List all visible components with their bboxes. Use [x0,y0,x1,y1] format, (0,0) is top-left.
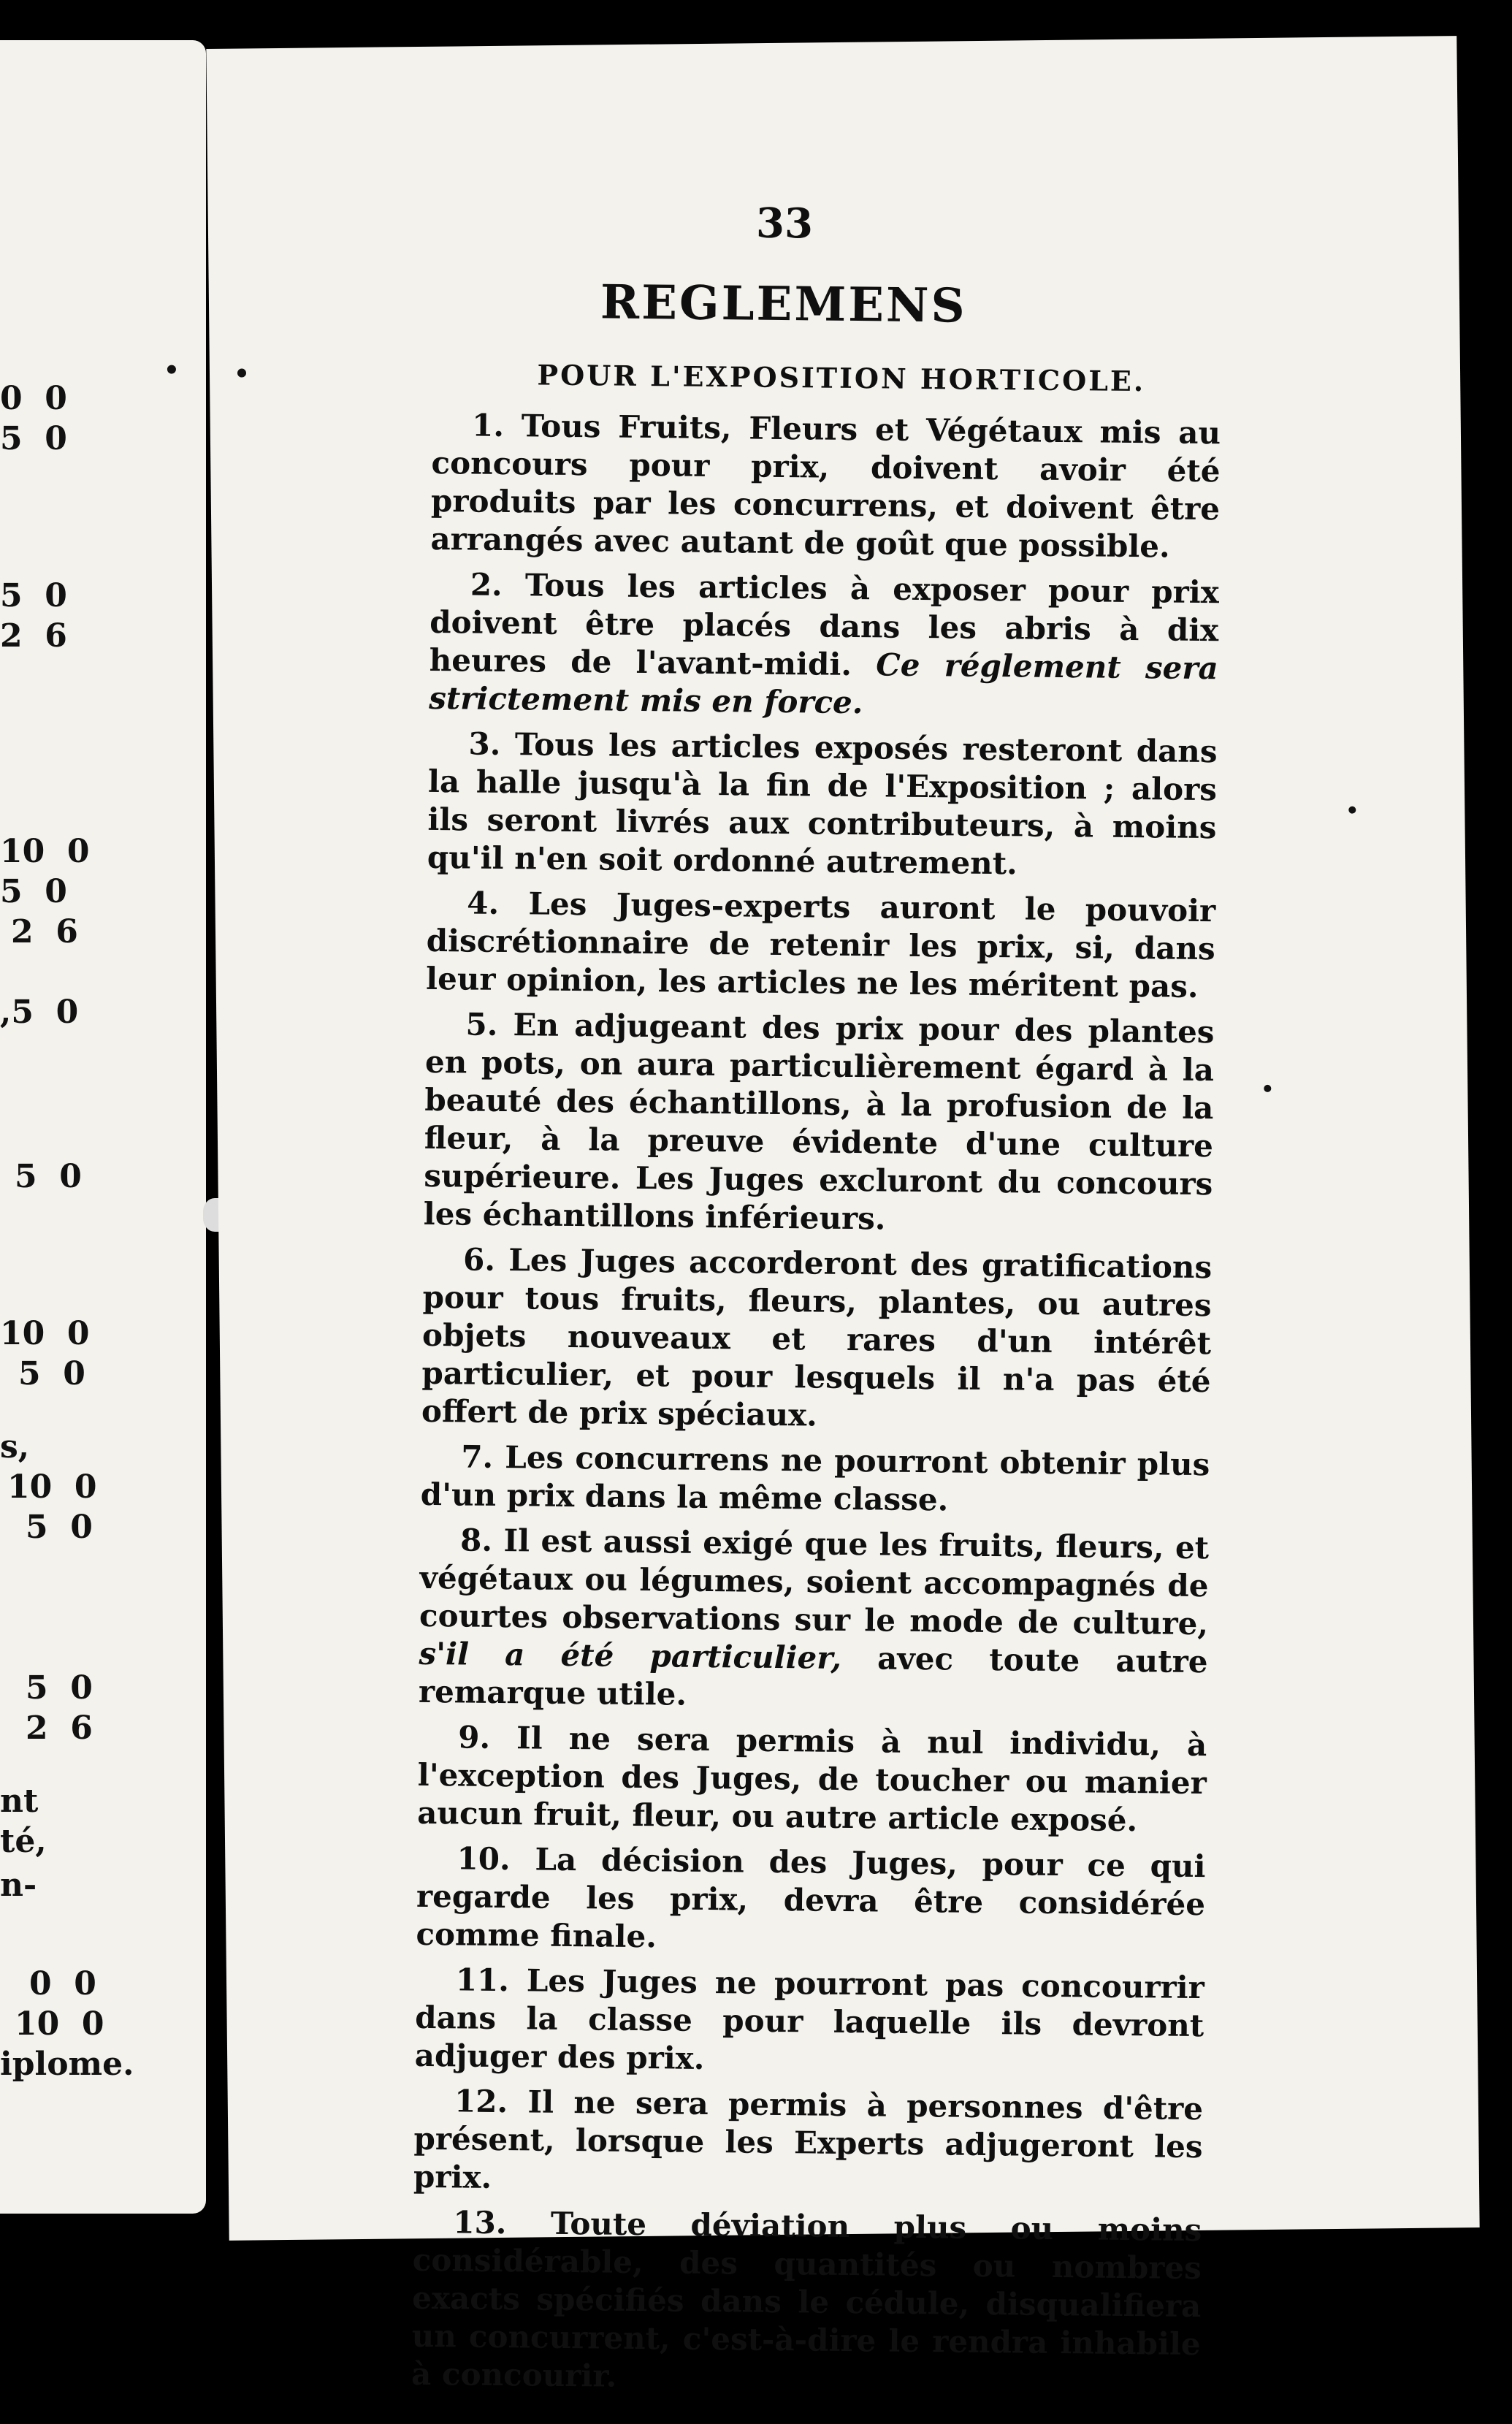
left-fragment: 5 0 [18,1355,85,1392]
rule-paragraph: 7. Les concurrens ne pourront obtenir plus d'un prix dans la même classe. [420,1438,1210,1518]
left-fragment: 5 0 [0,873,67,910]
left-fragment: 10 0 [0,833,90,870]
rule-paragraph: 1. Tous Fruits, Fleurs et Végétaux mis au concours pour prix, doivent avoir été produits par les concurrens, et doivent être arrangés avec autant de goût que possible. [430,407,1221,565]
rule-paragraph: 11. Les Juges ne pourront pas concourrir dans la classe pour laquelle ils devront adjuger des prix. [414,1962,1205,2076]
rule-paragraph: 6. Les Juges accorderont des gratifications pour tous fruits, fleurs, plantes, ou autres objets nouveaux et rares d'un intérêt particulier, et pour lesquels il n'a pas été offert de prix spéciaux. [421,1241,1213,1433]
left-fragment: iplome. [0,2046,134,2083]
ink-speck [167,365,176,374]
page-title: REGLEMENS [600,275,968,334]
rule-paragraph: 10. La décision des Juges, pour ce qui regarde les prix, devra être considérée comme finale. [416,1840,1206,1955]
left-fragment: 2 6 [26,1710,93,1747]
page-text-block [265,194,1443,2411]
rule-text: avec toute autre remarque utile. [418,1640,1208,1712]
rule-text: 8. Il est aussi exigé que les fruits, fleurs, et végétaux ou légumes, soient accompagnés de courtes observations sur le mode de culture, [419,1522,1210,1642]
left-fragment: 5 0 [15,1158,82,1195]
left-fragment: 5 0 [0,420,67,457]
left-fragment: 10 0 [0,1315,90,1352]
left-fragment: 5 0 [0,577,67,614]
rule-paragraph: 5. En adjugeant des prix pour des plantes en pots, on aura particulièrement égard à la beauté des échantillons, à la profusion de la fleur, à la preuve évidente d'une culture supérieure. Les Juges excluront du concours les échantillons inférieurs. [423,1006,1215,1237]
right-page [206,36,1479,2394]
left-fragment: 0 0 [0,380,67,417]
rule-text: 2. Tous les articles à exposer pour prix doivent être placés dans les abris à dix heures de l'avant-midi. [429,566,1220,682]
left-fragment: ,5 0 [0,994,79,1031]
rule-emphasis: Ce réglement sera strictement mis en force. [428,647,1218,721]
rule-paragraph [429,565,1219,725]
rules-list [411,406,1221,2401]
ink-speck [237,368,246,377]
left-fragment: 10 0 [15,2005,104,2043]
left-fragment: s, [0,1428,30,1466]
left-fragment: 2 6 [0,617,67,655]
rule-paragraph [419,1521,1210,1719]
rule-paragraph: 9. Il ne sera permis à nul individu, à l'exception des Juges, de toucher ou manier aucun fruit, fleur, ou autre article exposé. [416,1719,1207,1839]
left-fragment: té, [0,1823,47,1860]
rule-paragraph: 3. Tous les articles exposés resteront dans la halle jusqu'à la fin de l'Exposition ; alors ils seront livrés aux contributeurs, à moins qu'il n'en soit ordonné autrement. [427,725,1218,882]
rule-emphasis: s'il a été particulier, [419,1635,842,1676]
left-fragment: 2 6 [11,913,78,950]
rule-paragraph: 4. Les Juges-experts auront le pouvoir discrétionnaire de retenir les prix, si, dans leur opinion, les articles ne les méritent pas. [425,885,1216,1005]
rule-paragraph: 12. Il ne sera permis à personnes d'être présent, lorsque les Experts adjugeront les prix. [413,2083,1204,2195]
left-fragment: 5 0 [26,1509,93,1546]
left-fragment: n- [0,1867,37,1904]
left-fragment: nt [0,1783,39,1820]
page-subtitle: POUR L'EXPOSITION HORTICOLE. [537,358,1146,398]
page-number: 33 [755,199,814,248]
left-fragment: 0 0 [29,1965,96,2002]
rule-paragraph: 13. Toute déviation plus ou moins considérable, des quantités ou nombres exacts spécifiés dans le cédule, disqualifiera un concurrent, c'est-à-dire le rendra inhabile à concourir. [411,2204,1202,2394]
left-fragment: 10 0 [7,1468,97,1506]
left-fragment: 5 0 [26,1669,93,1707]
